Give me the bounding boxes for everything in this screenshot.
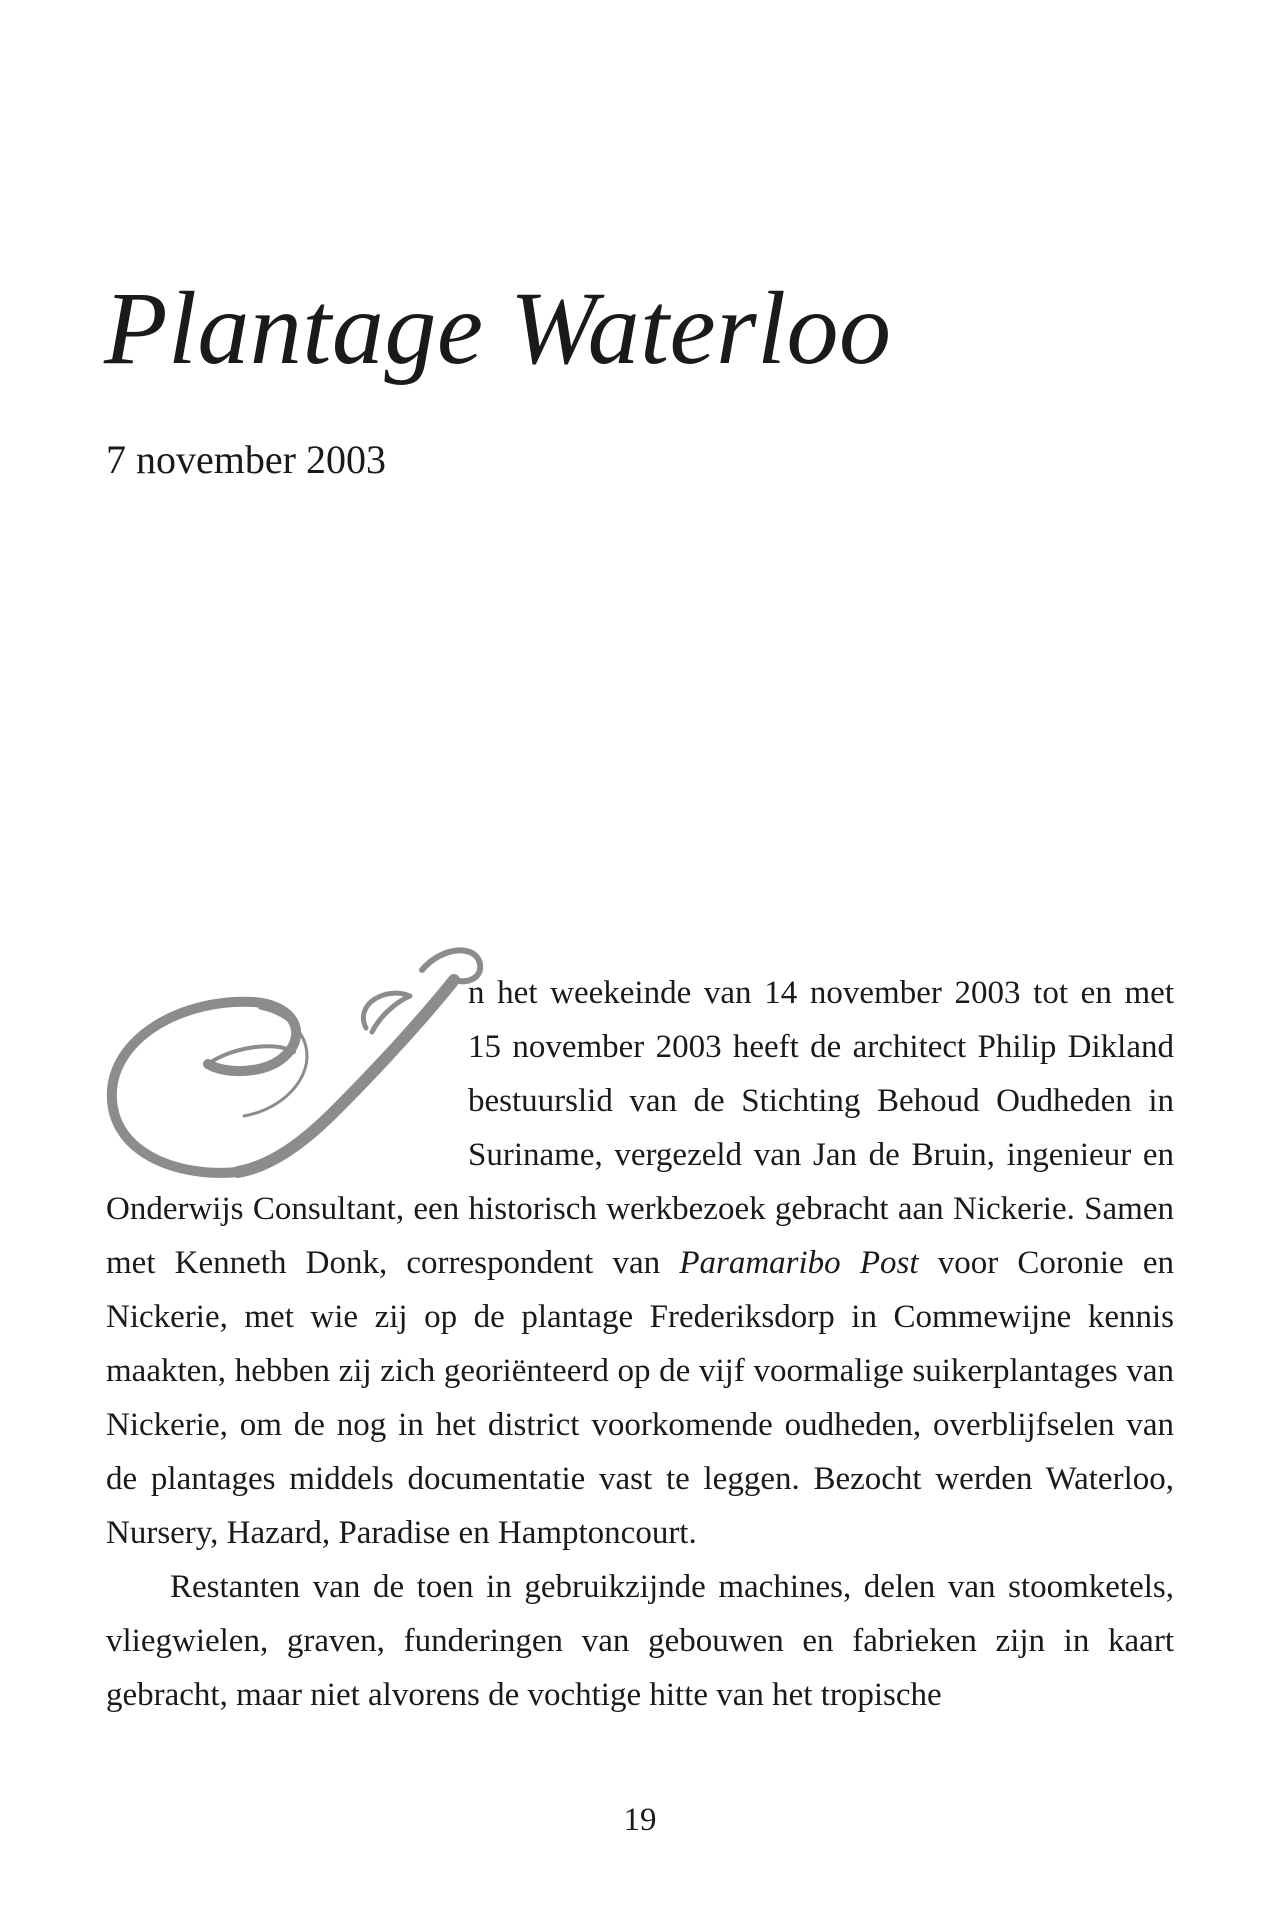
drop-cap-initial [468,966,469,967]
publication-name: Paramaribo Post [679,1245,919,1281]
paragraph-1-continuation: voor Coronie en Nickerie, met wie zij op de plantage Frederiksdorp in Commewijne kennis maakten, hebben zij zich georiënteerd op de vijf voormalige suikerplantages van Nickerie, om de nog in het district voorkomende oudheden, overblijfselen van de plantages middels documentatie vast te leggen. Bezocht werden Waterloo, Nursery, Hazard, Paradise en Hamptoncourt. [106,1245,1175,1551]
drop-cap-spacer [106,966,468,1182]
paragraph-1-opening: n het weekeinde van 14 november 2003 tot en met 15 november 2003 heeft de architect Philip Dikland bestuurslid van de Stichting Behoud Oudheden in Suriname, vergezeld van Jan de Bruin, ingenieur en Onderwijs Consultant, een historisch werkbezoek gebracht aan Nickerie. Samen met Kenneth Donk, correspondent van [106,975,1174,1281]
paragraph-2: Restanten van de toen in gebruikzijnde machines, delen van stoomketels, vliegwielen, graven, funderingen van gebouwen en fabrieken zijn in kaart gebracht, maar niet alvorens de vochtige hitte van het tropische [106,1569,1174,1713]
body-text [106,966,1174,1722]
chapter-date: 7 november 2003 [106,437,386,482]
chapter-title: Plantage Waterloo [104,271,892,386]
page-number: 19 [623,1802,657,1838]
